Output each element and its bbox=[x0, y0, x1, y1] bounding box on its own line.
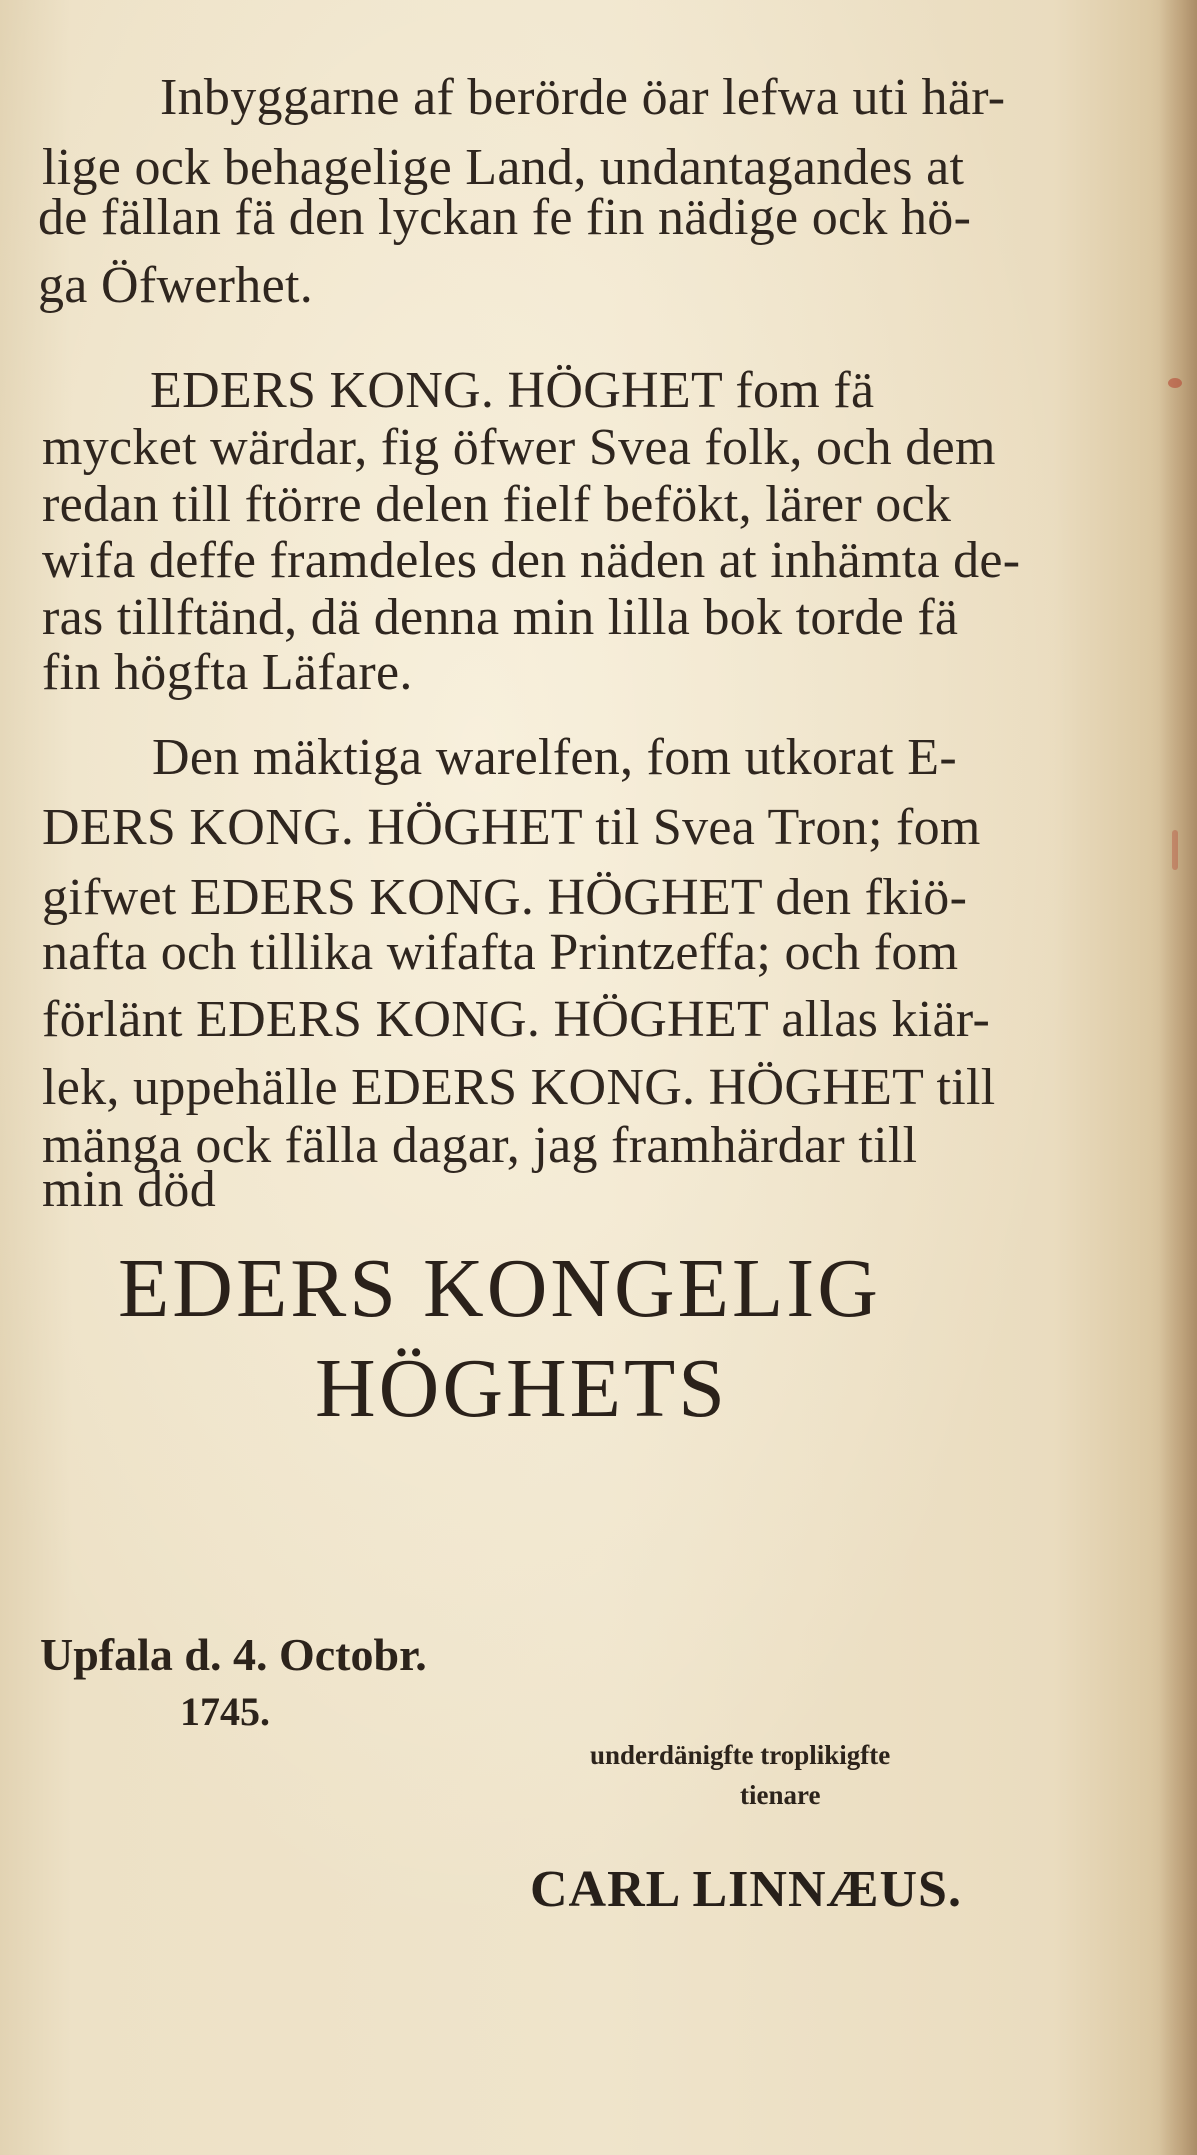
text-line: nafta och tillika wifafta Printzeffa; och fom bbox=[42, 924, 959, 981]
text-line: mycket wärdar, fig öfwer Svea folk, och dem bbox=[42, 419, 996, 476]
red-fleck-mark bbox=[1172, 830, 1178, 870]
text-line: Inbyggarne af berörde öar lefwa uti här- bbox=[160, 69, 1006, 126]
subscription-line-1: underdänigfte troplikigfte bbox=[590, 1740, 891, 1770]
text-line: ga Öfwerhet. bbox=[38, 257, 314, 314]
text-line: ras tillftänd, dä denna min lilla bok torde fä bbox=[42, 589, 959, 646]
red-fleck-mark bbox=[1168, 378, 1182, 388]
text-line: mänga ock fälla dagar, jag framhärdar till bbox=[42, 1117, 918, 1174]
text-line: de fällan fä den lyckan fe fin nädige ock hö- bbox=[38, 189, 972, 246]
page-gutter-shadow bbox=[1159, 0, 1197, 2155]
text-line: min död bbox=[42, 1161, 216, 1218]
closing-line-1: EDERS KONGELIG bbox=[118, 1242, 881, 1335]
text-line: wifa deffe framdeles den näden at inhämta de- bbox=[42, 532, 1021, 589]
text-line: lige ock behagelige Land, undantagandes at bbox=[42, 139, 965, 196]
text-line: förlänt EDERS KONG. HÖGHET allas kiär- bbox=[42, 991, 991, 1048]
text-line: fin högfta Läfare. bbox=[42, 644, 413, 701]
text-line: Den mäktiga warelfen, fom utkorat E- bbox=[152, 729, 957, 786]
text-line: DERS KONG. HÖGHET til Svea Tron; fom bbox=[42, 799, 981, 856]
place-date: Upfala d. 4. Octobr. bbox=[40, 1629, 427, 1680]
closing-line-2: HÖGHETS bbox=[315, 1342, 728, 1435]
text-line: gifwet EDERS KONG. HÖGHET den fkiö- bbox=[42, 869, 968, 926]
text-line: redan till ftörre delen fielf befökt, lärer ock bbox=[42, 476, 952, 533]
year: 1745. bbox=[180, 1689, 270, 1734]
text-line: lek, uppehälle EDERS KONG. HÖGHET till bbox=[42, 1059, 996, 1116]
author-signature: CARL LINNÆUS. bbox=[530, 1861, 962, 1918]
text-line: EDERS KONG. HÖGHET fom fä bbox=[150, 362, 875, 419]
subscription-line-2: tienare bbox=[740, 1780, 821, 1810]
